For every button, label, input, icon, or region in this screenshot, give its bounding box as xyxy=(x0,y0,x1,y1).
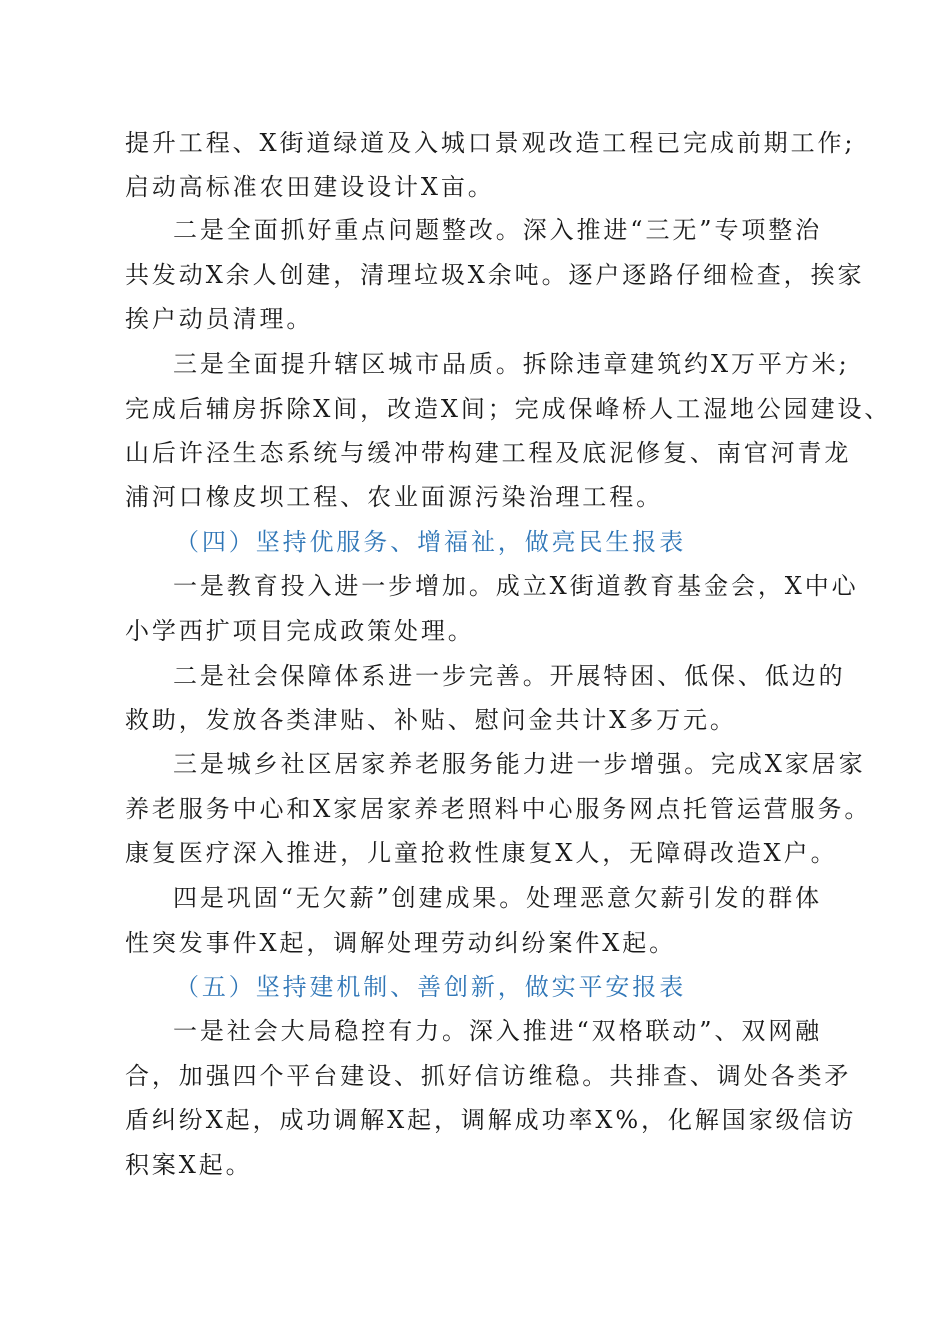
body-line: 提升工程、X街道绿道及入城口景观改造工程已完成前期工作; xyxy=(125,129,856,157)
section-heading: （四）坚持优服务、增福祉，做亮民生报表 xyxy=(175,528,687,556)
body-line: 积案X起。 xyxy=(125,1151,253,1179)
body-line: 启动高标准农田建设设计X亩。 xyxy=(125,173,495,201)
body-line: 完成后辅房拆除X间，改造X间；完成保峰桥人工湿地公园建设、 xyxy=(125,395,892,423)
paragraph-first-line: 三是城乡社区居家养老服务能力进一步增强。完成X家居家 xyxy=(173,750,866,778)
body-line: 山后许泾生态系统与缓冲带构建工程及底泥修复、南官河青龙 xyxy=(125,439,852,467)
body-line: 养老服务中心和X家居家养老照料中心服务网点托管运营服务。 xyxy=(125,795,872,823)
paragraph-first-line: 四是巩固“无欠薪”创建成果。处理恶意欠薪引发的群体 xyxy=(173,884,823,912)
body-line: 共发动X余人创建，清理垃圾X余吨。逐户逐路仔细检查，挨家 xyxy=(125,261,865,289)
body-line: 合，加强四个平台建设、抓好信访维稳。共排查、调处各类矛 xyxy=(125,1062,852,1090)
body-line: 小学西扩项目完成政策处理。 xyxy=(125,617,475,645)
paragraph-first-line: 二是社会保障体系进一步完善。开展特困、低保、低边的 xyxy=(173,662,846,690)
body-line: 盾纠纷X起，成功调解X起，调解成功率X%，化解国家级信访 xyxy=(125,1106,857,1134)
section-heading: （五）坚持建机制、善创新，做实平安报表 xyxy=(175,973,687,1001)
body-line: 救助，发放各类津贴、补贴、慰问金共计X多万元。 xyxy=(125,706,737,734)
paragraph-first-line: 三是全面提升辖区城市品质。拆除违章建筑约X万平方米; xyxy=(173,350,850,378)
paragraph-first-line: 一是社会大局稳控有力。深入推进“双格联动”、双网融 xyxy=(173,1017,823,1045)
body-line: 康复医疗深入推进，儿童抢救性康复X人，无障碍改造X户。 xyxy=(125,839,838,867)
paragraph-first-line: 一是教育投入进一步增加。成立X街道教育基金会，X中心 xyxy=(173,572,859,600)
paragraph-first-line: 二是全面抓好重点问题整改。深入推进“三无”专项整治 xyxy=(173,216,823,244)
body-line: 挨户动员清理。 xyxy=(125,305,314,333)
body-line: 浦河口橡皮坝工程、农业面源污染治理工程。 xyxy=(125,483,663,511)
body-line: 性突发事件X起，调解处理劳动纠纷案件X起。 xyxy=(125,929,677,957)
